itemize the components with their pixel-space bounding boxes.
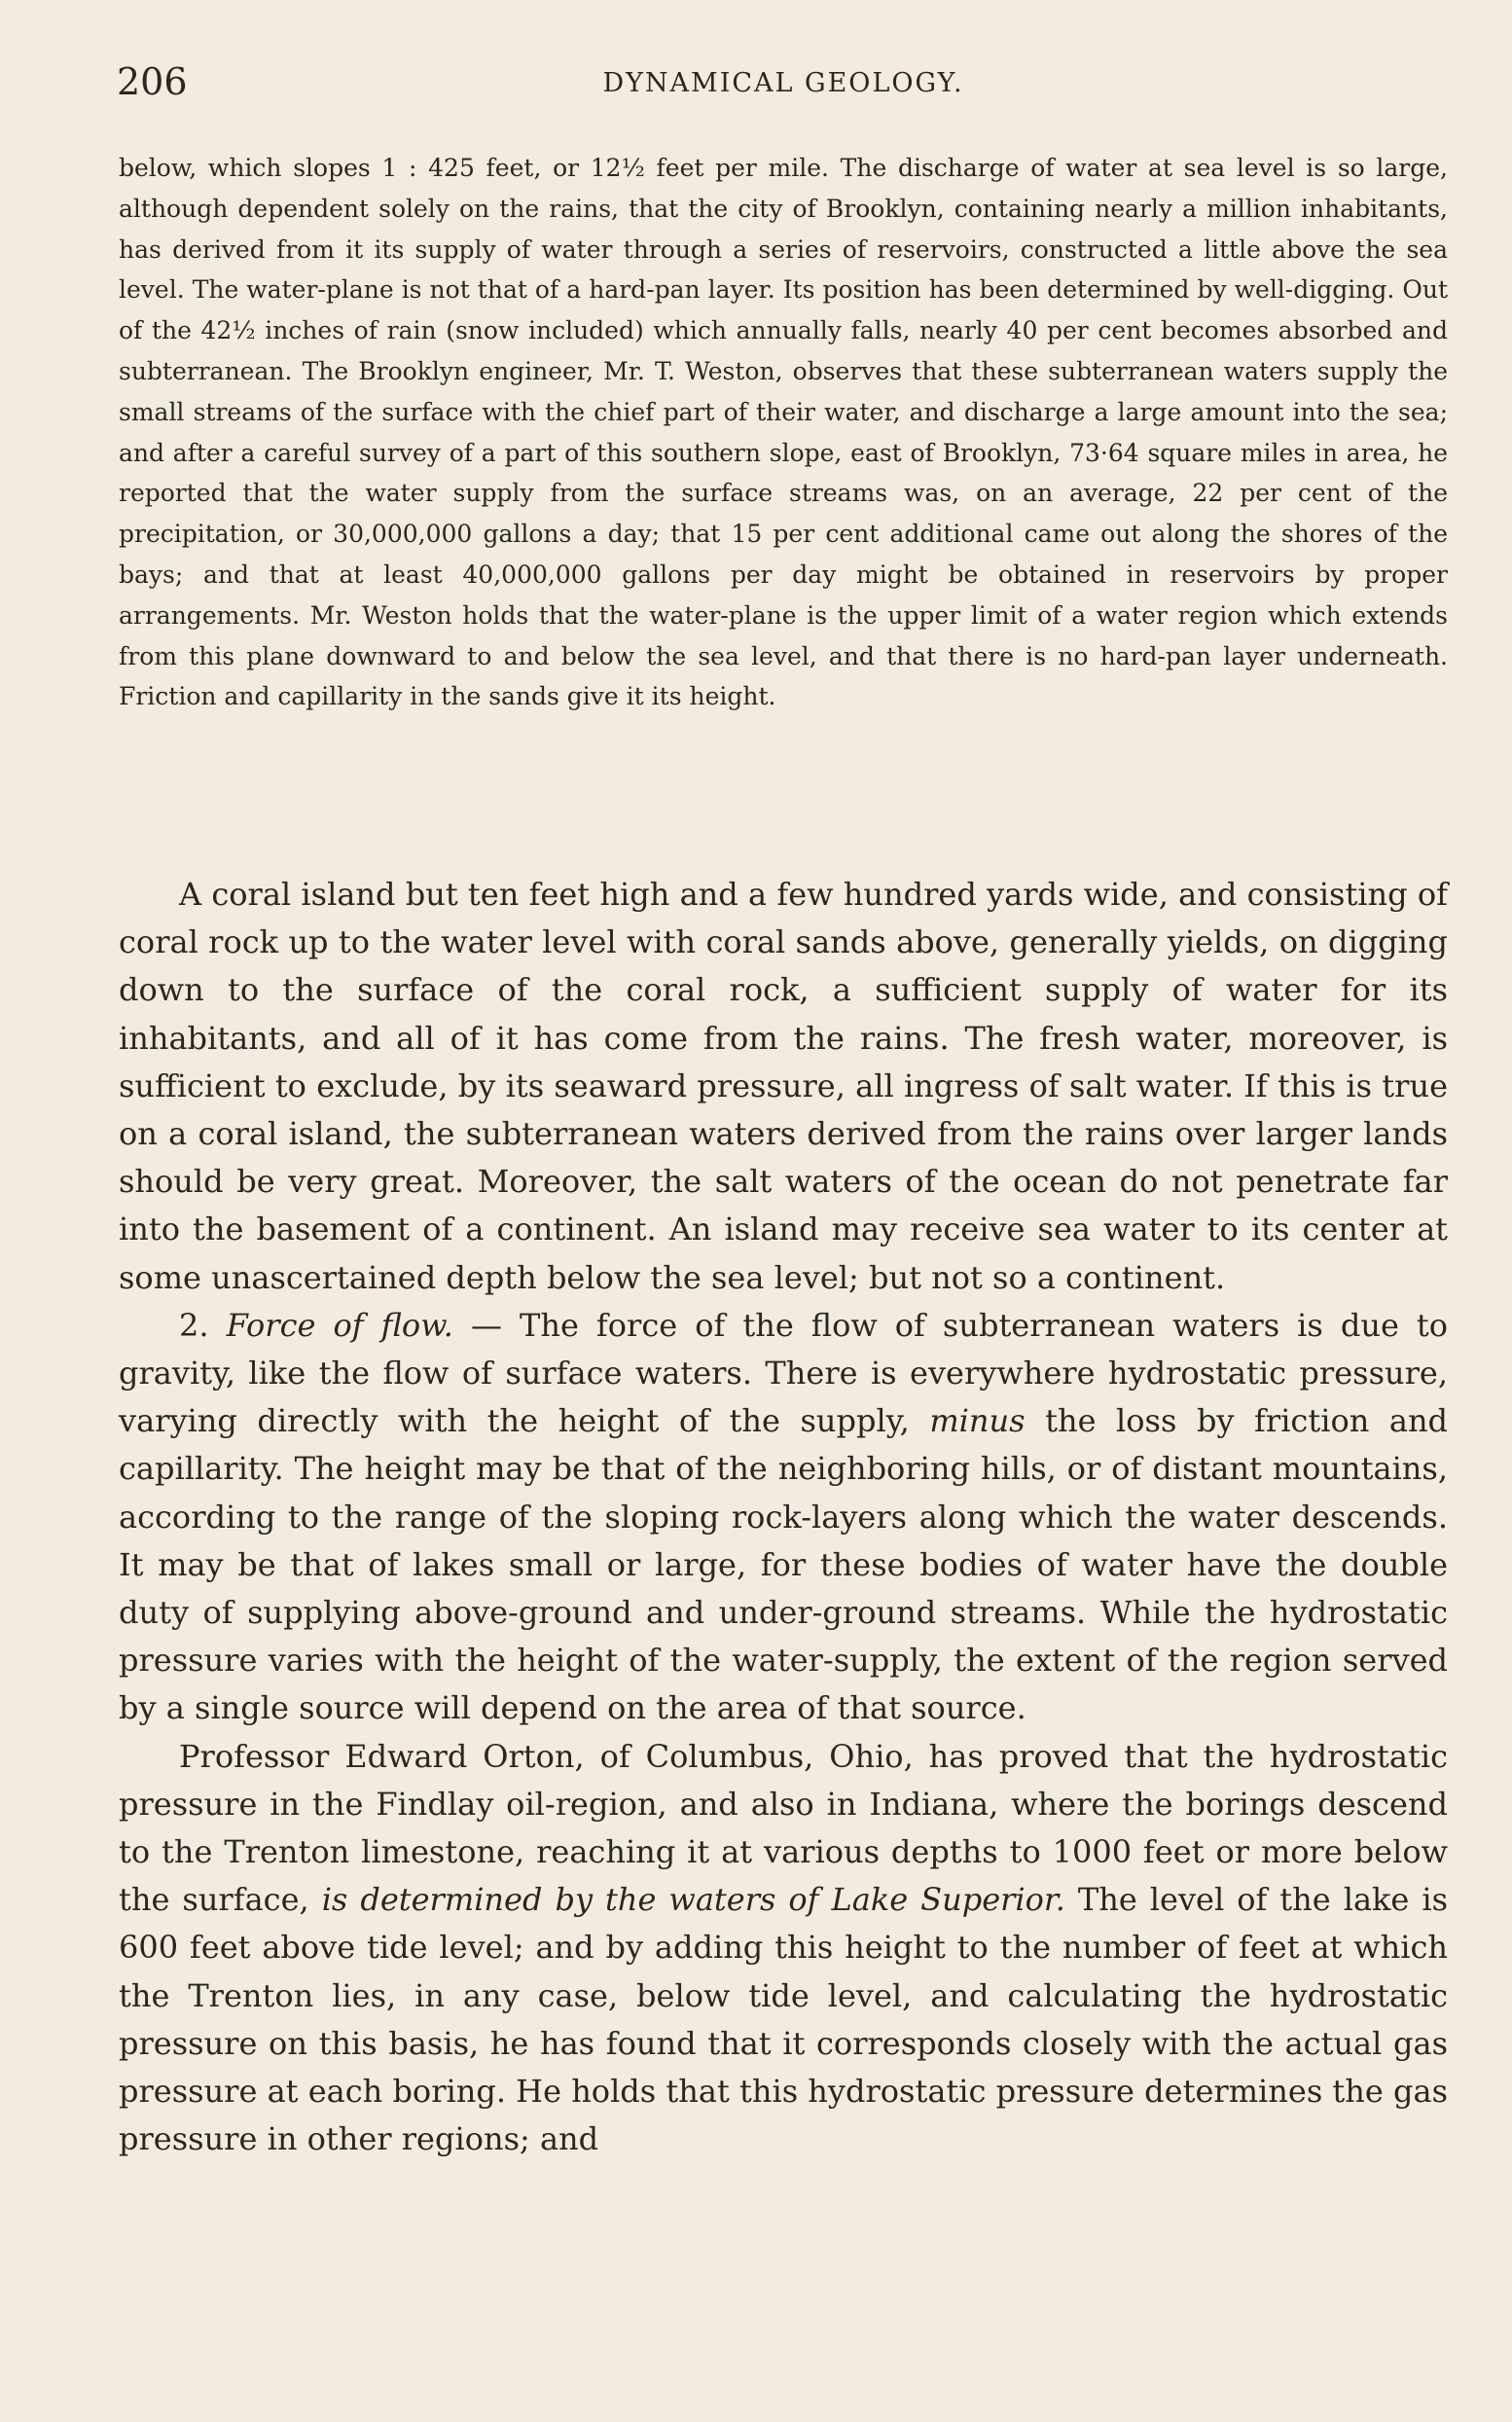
italic-phrase: is determined by the waters of Lake Superior. [321,1881,1065,1919]
paragraph-text: Professor Edward Orton, of Columbus, Ohio, has proved that the hydrostatic pressure in the Findlay oil-region, and also in Indiana, where the borings descend to the Trenton limestone, reaching it at various depths to 1000 feet or more below the surface, [119,1737,1448,1919]
small-print-block [119,148,1448,717]
section-heading: Force of flow. [226,1306,453,1344]
italic-term: minus [929,1402,1026,1440]
paragraph-text: — The force of the flow of subterranean waters is due to gravity, like the flow of surface waters. There is everywhere hydrostatic pressure, varying directly with the height of the supply, [119,1306,1449,1440]
paragraph-force-of-flow [119,1302,1448,1733]
paragraph-orton [119,1733,1448,2164]
section-number: 2. [179,1306,209,1344]
paragraph-text: the loss by friction and capillarity. The height may be that of the neighboring hills, or of distant mountains, according to the range of the sloping rock-layers along which the water descends. It may be that of lakes small or large, for these bodies of water have the double duty of supplying above-ground and under-ground streams. While the hydrostatic pressure varies with the height of the water-supply, the extent of the region served by a single source will depend on the area of that source. [119,1402,1449,1727]
page-number: 206 [117,60,188,103]
page-header [117,60,1450,119]
small-print-paragraph: below, which slopes 1 : 425 feet, or 12½ feet per mile. The discharge of water at sea level is so large, although dependent solely on the rains, that the city of Brooklyn, containing nearly a million inhabitants, has derived from it its supply of water through a series of reservoirs, constructed a little above the sea level. The water-plane is not that of a hard-pan layer. Its position has been determined by well-digging. Out of the 42½ inches of rain (snow included) which annually falls, nearly 40 per cent becomes absorbed and subterranean. The Brooklyn engineer, Mr. T. Weston, observes that these subterranean waters supply the small streams of the surface with the chief part of their water, and discharge a large amount into the sea; and after a careful survey of a part of this southern slope, east of Brooklyn, 73·64 square miles in area, he reported that the water supply from the surface streams was, on an average, 22 per cent of the precipitation, or 30,000,000 gallons a day; that 15 per cent additional came out along the shores of the bays; and that at least 40,000,000 gallons per day might be obtained in reservoirs by proper arrangements. Mr. Weston holds that the water-plane is the upper limit of a water region which extends from this plane downward to and below the sea level, and that there is no hard-pan layer underneath. Friction and capillarity in the sands give it its height. [119,154,1448,711]
running-head: DYNAMICAL GEOLOGY. [602,68,964,98]
paragraph-coral-island: A coral island but ten feet high and a few hundred yards wide, and consisting of coral rock up to the water level with coral sands above, generally yields, on digging down to the surface of the coral rock, a sufficient supply of water for its inhabitants, and all of it has come from the rains. The fresh water, moreover, is sufficient to exclude, by its seaward pressure, all ingress of salt water. If this is true on a coral island, the subterranean waters derived from the rains over larger lands should be very great. Moreover, the salt waters of the ocean do not penetrate far into the basement of a continent. An island may receive sea water to its center at some unascertained depth below the sea level; but not so a continent. [119,876,1448,1296]
main-text [119,871,1448,2163]
paragraph-text: The level of the lake is 600 feet above tide level; and by adding this height to the number of feet at which the Trenton lies, in any case, below tide level, and calculating the hydrostatic pressure on this basis, he has found that it corresponds closely with the actual gas pressure at each boring. He holds that this hydrostatic pressure determines the gas pressure in other regions; and [119,1881,1449,2158]
